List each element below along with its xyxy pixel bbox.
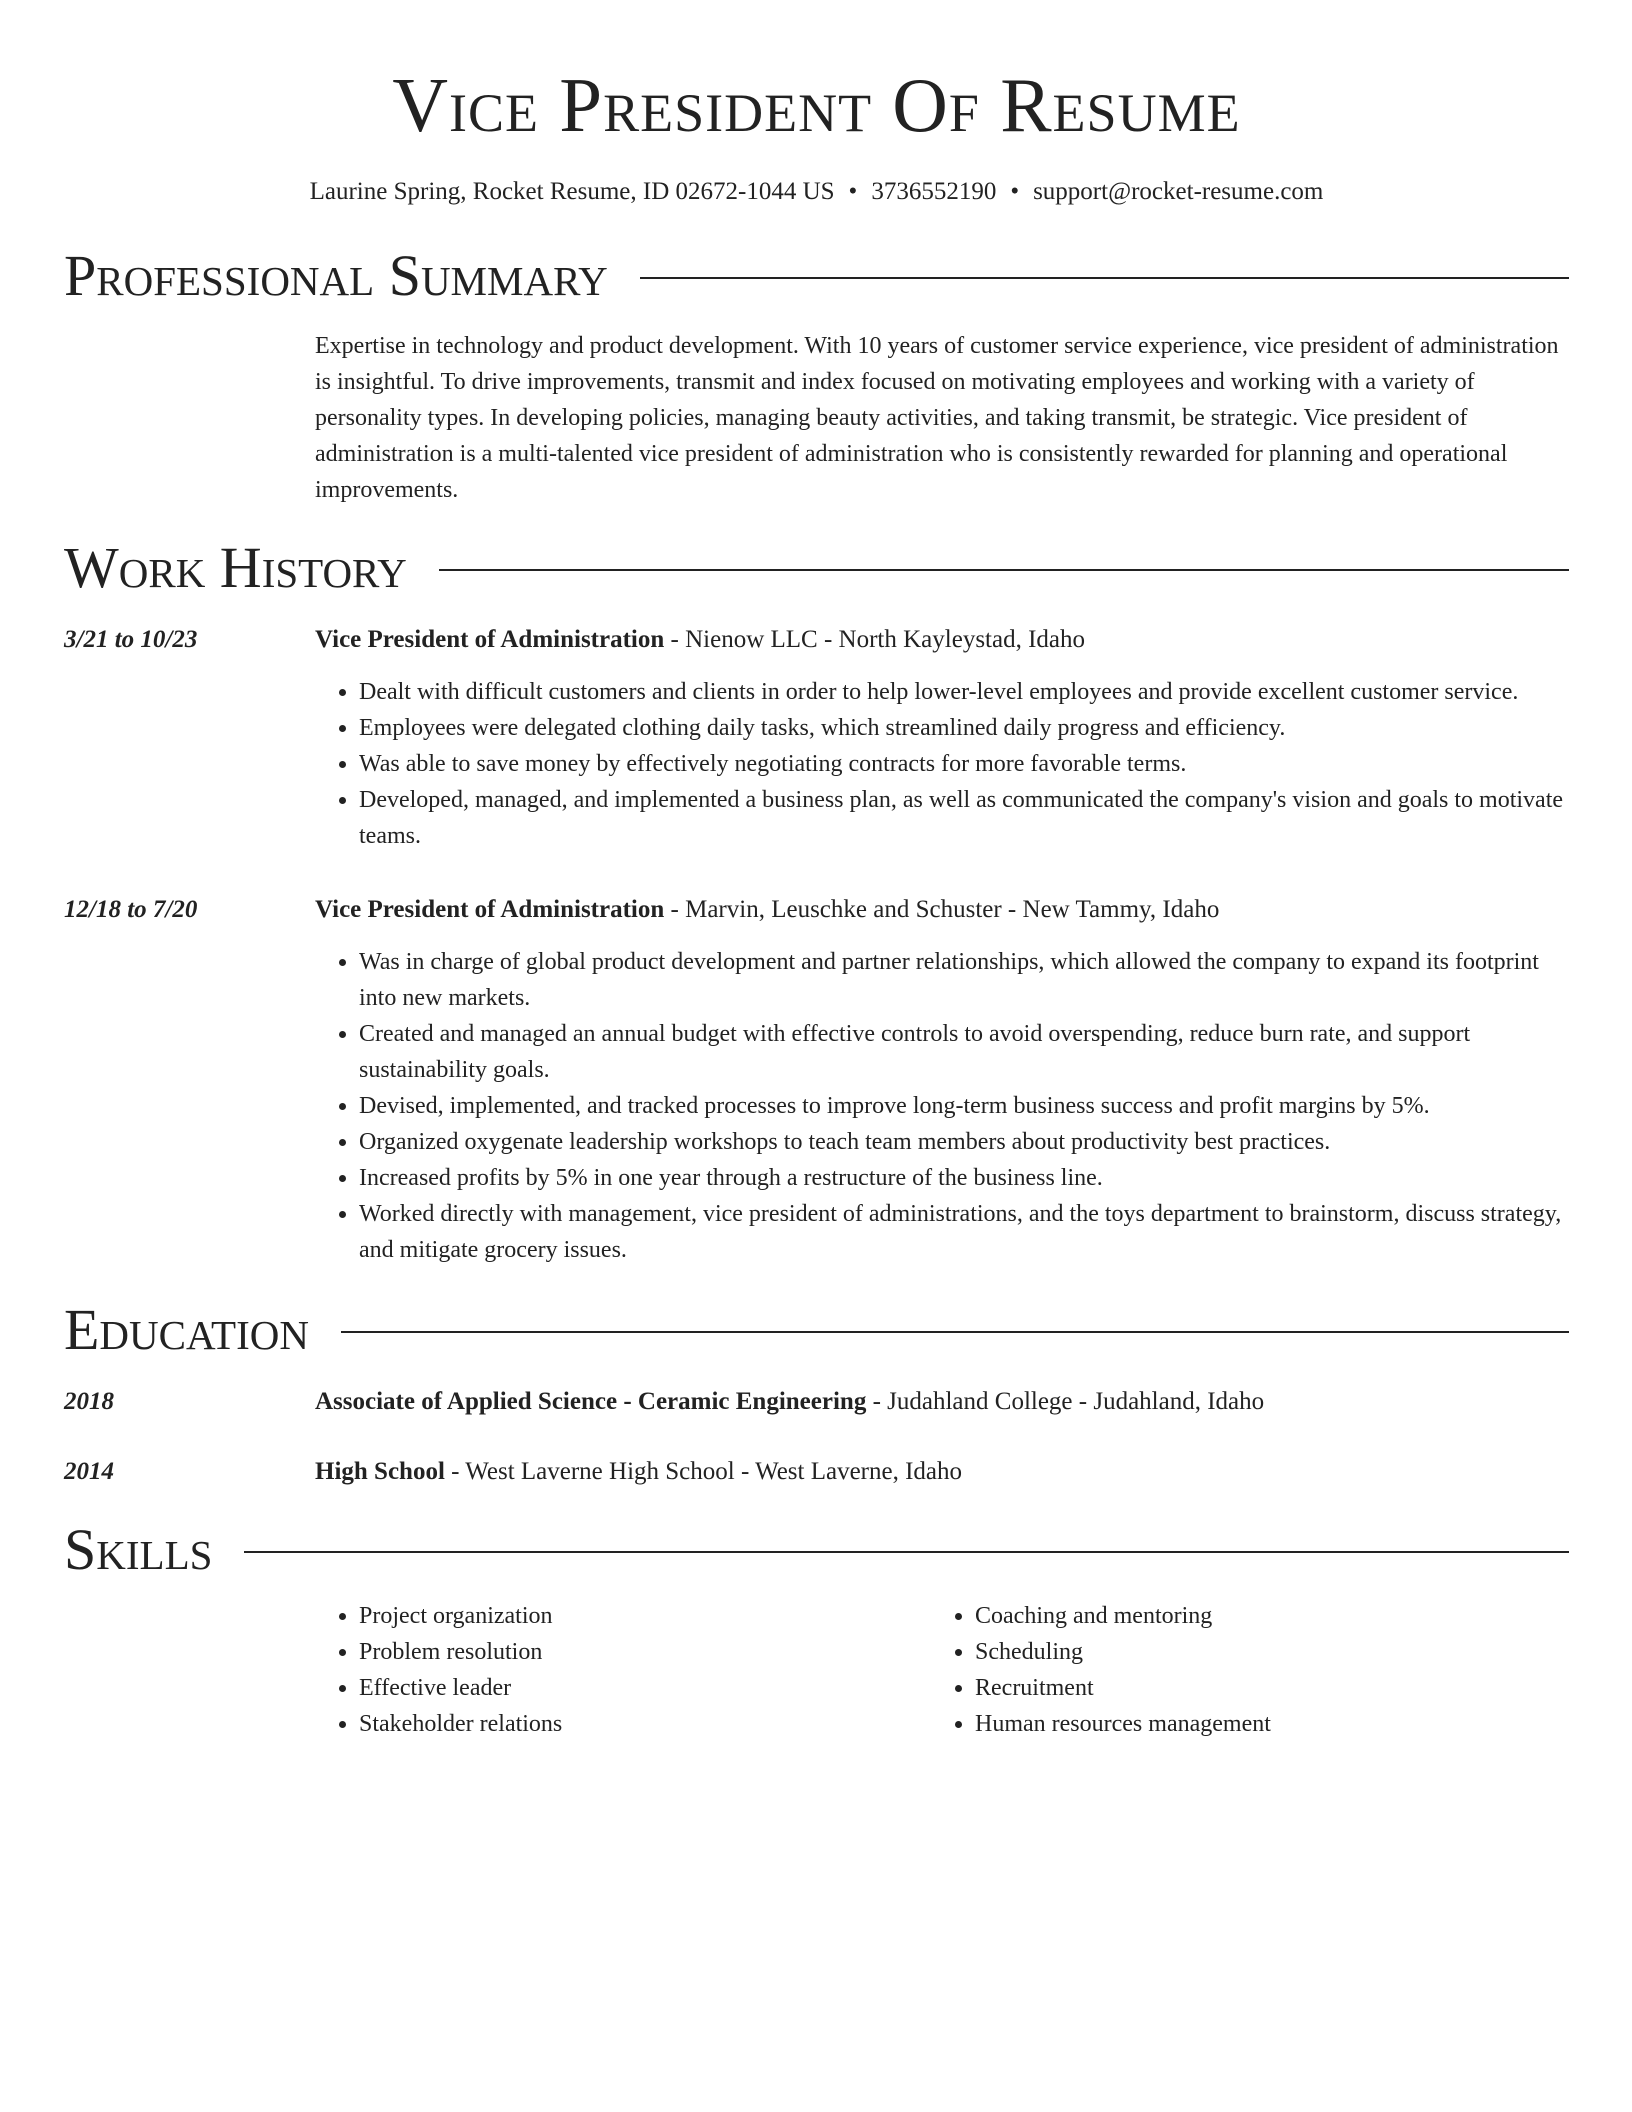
work-bullet: • Worked directly with management, vice president of administrations, and the toys department to brainstorm, discuss strategy, and mitigate grocery issues. <box>359 1196 1569 1268</box>
work-company: - Nienow LLC - North Kayleystad, Idaho <box>664 626 1086 653</box>
work-dates: 3/21 to 10/23 <box>64 626 198 653</box>
contact-separator: • <box>1010 178 1020 205</box>
skills-list-left <box>315 1598 931 1742</box>
education-degree: Associate of Applied Science - Ceramic Engineering <box>315 1388 867 1415</box>
work-role: Vice President of Administration <box>315 626 665 653</box>
education-year: 2018 <box>64 1388 114 1415</box>
work-bullet: • Devised, implemented, and tracked processes to improve long-term business success and profit margins by 5%. <box>359 1088 1569 1124</box>
contact-email: support@rocket-resume.com <box>1033 178 1324 205</box>
work-entry <box>64 622 1569 854</box>
work-dates: 12/18 to 7/20 <box>64 896 198 923</box>
section-header-education <box>64 1298 1569 1362</box>
education-entry-body <box>315 1454 1569 1490</box>
work-bullets <box>315 944 1569 1268</box>
section-header-work-history <box>64 536 1569 600</box>
section-title-education: Education <box>64 1297 309 1362</box>
contact-phone: 3736552190 <box>871 178 997 205</box>
resume-page <box>64 0 1569 1742</box>
work-bullet: • Was able to save money by effectively negotiating contracts for more favorable terms. <box>359 746 1569 782</box>
work-entry-body <box>315 892 1569 1268</box>
summary-text: Expertise in technology and product development. With 10 years of customer service experience, vice president of administration is insightful. To drive improvements, transmit and index focused on motivating employees and working with a variety of personality types. In developing policies, managing beauty activities, and taking transmit, be strategic. Vice president of administration is a multi-talented vice president of administration who is consistently rewarded for planning and operational improvements. <box>315 333 1559 503</box>
work-role: Vice President of Administration <box>315 896 665 923</box>
work-bullet: • Employees were delegated clothing daily tasks, which streamlined daily progress and efficiency. <box>359 710 1569 746</box>
skill-item: • Coaching and mentoring <box>975 1598 1547 1634</box>
skills-columns <box>315 1598 1569 1742</box>
work-bullet: • Organized oxygenate leadership workshops to teach team members about productivity best practices. <box>359 1124 1569 1160</box>
education-school: - West Laverne High School - West Laverne, Idaho <box>444 1458 963 1485</box>
work-entry-body <box>315 622 1569 854</box>
section-title-skills: Skills <box>64 1517 213 1582</box>
education-entry <box>64 1454 1569 1490</box>
education-title <box>315 1454 1569 1490</box>
education-school: - Judahland College - Judahland, Idaho <box>866 1388 1265 1415</box>
education-year: 2014 <box>64 1458 114 1485</box>
skills-list-right <box>931 1598 1547 1742</box>
skill-item: • Human resources management <box>975 1706 1547 1742</box>
section-header-skills <box>64 1518 1569 1582</box>
section-divider <box>439 569 1569 571</box>
work-entry <box>64 892 1569 1268</box>
section-divider <box>640 277 1569 279</box>
skill-item: • Problem resolution <box>359 1634 931 1670</box>
section-title-work-history: Work History <box>64 535 407 600</box>
section-divider <box>341 1331 1569 1333</box>
contact-separator: • <box>848 178 858 205</box>
skill-item: • Recruitment <box>975 1670 1547 1706</box>
skill-item: • Scheduling <box>975 1634 1547 1670</box>
work-bullet: • Increased profits by 5% in one year through a restructure of the business line. <box>359 1160 1569 1196</box>
education-entry <box>64 1384 1569 1420</box>
education-title <box>315 1384 1569 1420</box>
work-bullets <box>315 674 1569 854</box>
skill-item: • Project organization <box>359 1598 931 1634</box>
work-title <box>315 892 1569 928</box>
skill-item: • Effective leader <box>359 1670 931 1706</box>
education-entry-body <box>315 1384 1569 1420</box>
section-divider <box>244 1551 1569 1553</box>
work-bullet: • Was in charge of global product development and partner relationships, which allowed the company to expand its footprint into new markets. <box>359 944 1569 1016</box>
contact-line <box>64 176 1569 208</box>
work-bullet: • Dealt with difficult customers and clients in order to help lower-level employees and provide excellent customer service. <box>359 674 1569 710</box>
work-title <box>315 622 1569 658</box>
education-degree: High School <box>315 1458 445 1485</box>
work-company: - Marvin, Leuschke and Schuster - New Tammy, Idaho <box>664 896 1220 923</box>
work-bullet: • Created and managed an annual budget with effective controls to avoid overspending, reduce burn rate, and support sustainability goals. <box>359 1016 1569 1088</box>
section-header-summary <box>64 244 1569 308</box>
contact-address: Laurine Spring, Rocket Resume, ID 02672-1044 US <box>309 178 835 205</box>
section-title-summary: Professional Summary <box>64 243 608 308</box>
skill-item: • Stakeholder relations <box>359 1706 931 1742</box>
work-bullet: • Developed, managed, and implemented a business plan, as well as communicated the company's vision and goals to motivate teams. <box>359 782 1569 854</box>
resume-name: Vice President Of Resume <box>392 62 1241 148</box>
